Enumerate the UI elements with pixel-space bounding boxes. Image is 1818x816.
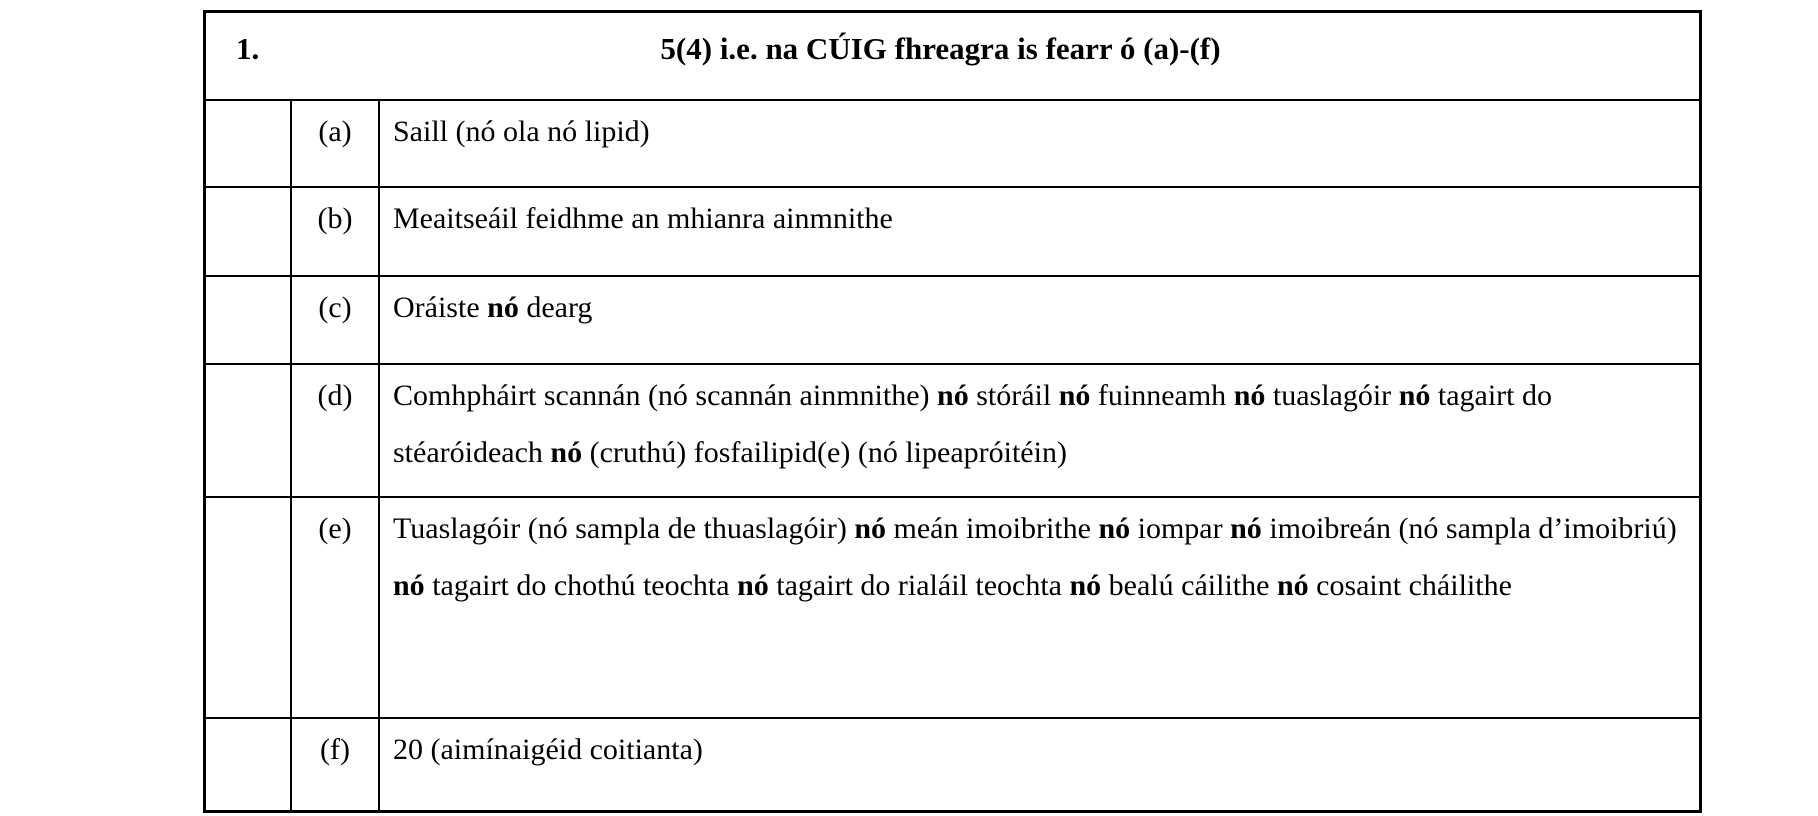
table-row bbox=[206, 277, 1699, 365]
row-label: (d) bbox=[292, 365, 380, 496]
mark-cell bbox=[206, 277, 292, 363]
mark-cell bbox=[206, 188, 292, 275]
row-label: (b) bbox=[292, 188, 380, 275]
row-label: (e) bbox=[292, 498, 380, 717]
row-label: (c) bbox=[292, 277, 380, 363]
question-number: 1. bbox=[236, 31, 260, 66]
table-row bbox=[206, 719, 1699, 810]
row-answer-text: Tuaslagóir (nó sampla de thuaslagóir) nó meán imoibrithe nó iompar nó imoibreán (nó sampla d’imoibriú) nó tagairt do chothú teochta nó tagairt do rialáil teochta nó bealú cáilithe nó cosaint cháilithe bbox=[393, 512, 1677, 602]
mark-cell bbox=[206, 101, 292, 186]
row-answer-text: Comhpháirt scannán (nó scannán ainmnithe) nó stóráil nó fuinneamh nó tuaslagóir nó tagairt do stéaróideach nó (cruthú) fosfailipid(e) (nó lipeapróitéin) bbox=[393, 379, 1553, 469]
row-answer-text: Oráiste nó dearg bbox=[393, 291, 593, 324]
question-title: 5(4) i.e. na CÚIG fhreagra is fearr ó (a)-(f) bbox=[660, 31, 1221, 66]
row-answer-text: Meaitseáil feidhme an mhianra ainmnithe bbox=[393, 202, 893, 235]
answer-table bbox=[203, 10, 1702, 813]
header-row bbox=[206, 13, 1699, 101]
mark-cell bbox=[206, 719, 292, 810]
table-row bbox=[206, 365, 1699, 498]
table-row bbox=[206, 498, 1699, 719]
row-answer-text: 20 (aimínaigéid coitianta) bbox=[393, 733, 703, 766]
table-row bbox=[206, 188, 1699, 277]
table-row bbox=[206, 101, 1699, 188]
mark-cell bbox=[206, 498, 292, 717]
row-label: (a) bbox=[292, 101, 380, 186]
row-answer-text: Saill (nó ola nó lipid) bbox=[393, 115, 650, 148]
mark-cell bbox=[206, 365, 292, 496]
row-label: (f) bbox=[292, 719, 380, 810]
